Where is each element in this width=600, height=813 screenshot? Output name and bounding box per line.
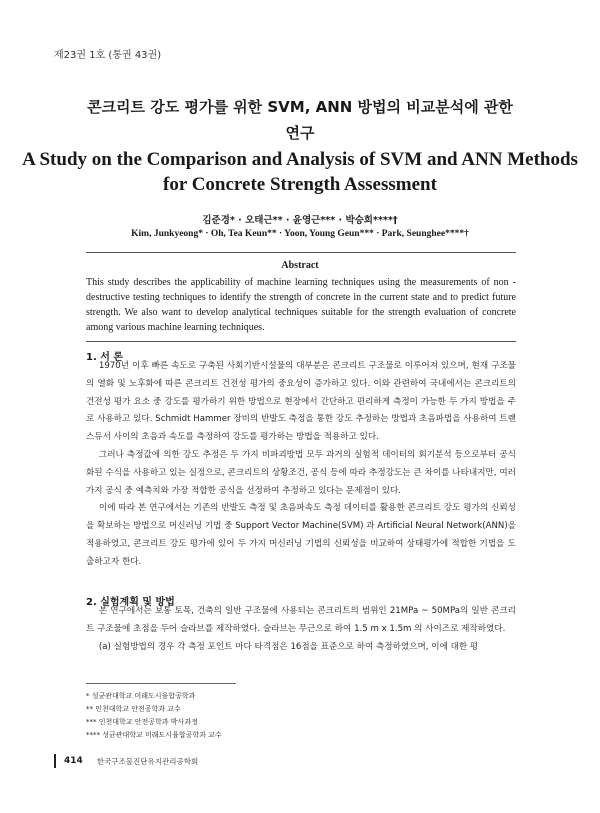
- authors-korean: 김준경* · 오태근** · 윤영근*** · 박승희****†: [202, 215, 398, 226]
- paragraph: 1970년 이후 빠른 속도로 구축된 사회기반시설물의 대부분은 콘크리트 구조물로 이루어져 있으며, 현재 구조물의 열화 및 노후화에 따른 콘크리트 건전성 평가의 중요성이 증가하고 있다. 이와 관련하여 국내에서는 콘크리트의 건전성 평가 요소 중 강도를 평가하기 위한 방법으로 현장에서 간단하고 편리하게 측정이 가능한 두 가지 방법을 주로 사용하고 있다. Schmidt Hammer 장비의 반발도 측정을 통한 강도 추정하는 방법과 초음파법을 사용하여 트랜스듀서 사이의 초음과 속도를 측정하여 강도를 평가하는 방법을 적용하고 있다.: [86, 361, 516, 443]
- abstract-bottom-rule: [86, 341, 516, 342]
- footnote: **** 성균관대학교 미래도시융합공학과 교수: [86, 731, 222, 739]
- journal-name: 한국구조물진단유지관리공학회: [96, 756, 199, 766]
- abstract-text: This study describes the applicability of machine learning techniques using the measurements of non - destructive testing techniques to identify the strength of concrete in the current state and to predict future strength. We also want to develop analytical techniques suitable for the strength evaluation of concrete among various machine learning techniques.: [86, 277, 516, 333]
- abstract-top-rule: [86, 252, 516, 253]
- section-2-heading: 2. 실험계획 및 방법: [86, 597, 175, 608]
- footer-bar: [54, 754, 56, 768]
- page-number: 414: [64, 756, 83, 766]
- english-title-line-2: for Concrete Strength Assessment: [163, 174, 437, 195]
- authors-english: Kim, Junkyeong* · Oh, Tea Keun** · Yoon, Young Geun*** · Park, Seunghee****†: [131, 229, 469, 239]
- footnote: ** 인천대학교 안전공학과 교수: [86, 705, 181, 713]
- page-footer: [54, 754, 198, 768]
- english-title: [0, 147, 600, 197]
- paragraph: 그러나 측정값에 의한 강도 추정은 두 가지 비파괴방법 모두 과거의 실험적 데이터의 회기분석 등으로부터 공식화된 수식을 사용하고 있는 실정으로, 콘크리트의 상황조건, 공식 등에 따라 추정강도는 큰 차이를 나타내지만, 여러 가지 공식 중 예측치와 가장 적합한 공식을 선정하여 추정하고 있다는 문제점이 있다.: [86, 449, 516, 496]
- english-title-line-1: A Study on the Comparison and Analysis of SVM and ANN Methods: [22, 149, 578, 170]
- footnote-rule: [86, 683, 236, 684]
- abstract-heading: Abstract: [281, 260, 319, 271]
- paragraph: (a) 실험방법의 경우 각 측정 포인트 마다 타격점은 16점을 표준으로 하여 측정하였으며, 이에 대한 평: [98, 641, 479, 652]
- korean-title-line-1: 콘크리트 강도 평가를 위한 SVM, ANN 방법의 비교분석에 관한: [87, 98, 513, 116]
- footnote: *** 인천대학교 안전공학과 박사과정: [86, 718, 198, 726]
- issue-info: 제23권 1호 (통권 43권): [54, 50, 162, 61]
- paragraph: 이에 따라 본 연구에서는 기존의 반발도 측정 및 초음파속도 측정 데이터를 활용한 콘크리트 강도 평가의 신뢰성을 확보하는 방법으로 머신러닝 기법 중 Support Vector Machine(SVM) 과 Artificial Neural Network(ANN)을 적용하였고, 콘크리트 강도 평가에 있어 두 가지 머신러닝 기법의 신뢰성을 비교하여 상태평가에 적합한 기법을 도출하고자 한다.: [86, 503, 517, 567]
- paragraph: 본 연구에서는 보통 토목, 건축의 일반 구조물에 사용되는 콘크리트의 범위인 21MPa ~ 50MPa의 일반 콘크리트 구조물에 초점을 두어 슬라브를 제작하였다. 슬라브는 무근으로 하여 1.5 m x 1.5m 의 사이즈로 제작하였다.: [86, 606, 516, 634]
- section-1-body: [86, 358, 516, 572]
- section-1-heading: 1. 서 론: [86, 352, 124, 363]
- korean-title-line-2: 연구: [285, 124, 315, 142]
- korean-title: [0, 94, 600, 146]
- section-2-body: [86, 603, 516, 656]
- footnote: * 성균관대학교 미래도시융합공학과: [86, 692, 196, 700]
- footnotes: [86, 690, 222, 742]
